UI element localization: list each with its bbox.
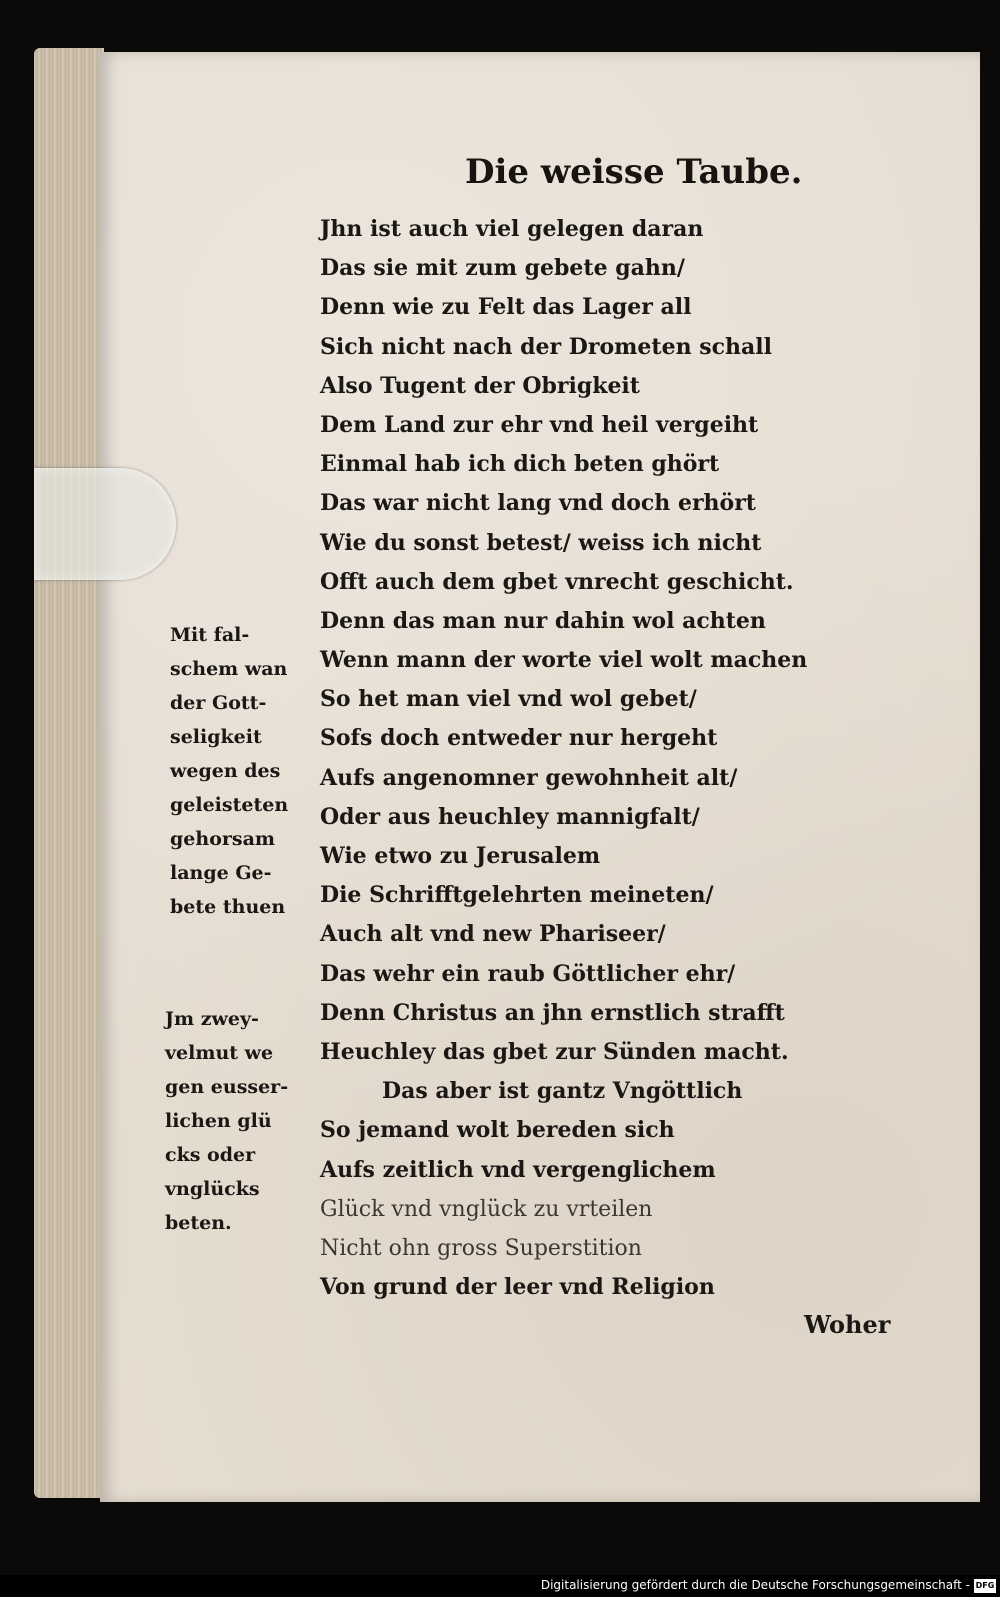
verse-line: Jhn ist auch viel gelegen daran [320, 216, 704, 242]
verse-line: Denn das man nur dahin wol achten [320, 607, 766, 634]
verse-line: Von grund der leer vnd Religion [320, 1274, 715, 1301]
margin-note-line: schem wan [170, 658, 288, 680]
verse-line: Wenn mann der worte viel wolt machen [320, 647, 808, 674]
verse-line: Also Tugent der Obrigkeit [320, 372, 640, 399]
verse-line: Dem Land zur ehr vnd heil vergeiht [320, 411, 759, 438]
verse-line: Heuchley das gbet zur Sünden macht. [320, 1038, 789, 1065]
margin-note-line: geleisteten [170, 794, 289, 816]
verse-line: Oder aus heuchley mannigfalt/ [320, 803, 700, 830]
verse-line: Das aber ist gantz Vngöttlich [382, 1078, 743, 1105]
verse-line: Sofs doch entweder nur hergeht [320, 725, 718, 752]
verse-line: Wie du sonst betest/ weiss ich nicht [320, 529, 762, 556]
margin-note-line: bete thuen [170, 896, 286, 918]
margin-note-line: gen eusser- [165, 1076, 289, 1098]
verse-line: Auch alt vnd new Phariseer/ [320, 921, 666, 948]
verse-line: Das war nicht lang vnd doch erhört [320, 490, 756, 517]
margin-note-1 [170, 618, 288, 924]
margin-note-line: cks oder [165, 1144, 256, 1166]
margin-note-line: wegen des [170, 760, 281, 782]
footer-bar [0, 1575, 1000, 1597]
digitization-credit: Digitalisierung gefördert durch die Deutsche Forschungsgemeinschaft - [540, 1578, 970, 1592]
margin-note-line: Mit fal- [170, 624, 250, 646]
margin-note-line: der Gott- [170, 692, 267, 714]
catchword: Woher [804, 1310, 891, 1339]
verse-line: Wie etwo zu Jerusalem [320, 843, 601, 869]
verse-line: Denn wie zu Felt das Lager all [320, 294, 692, 321]
verse-line: Aufs angenomner gewohnheit alt/ [320, 764, 738, 791]
dfg-logo-icon: DFG [974, 1579, 996, 1593]
verse-line: Sich nicht nach der Drometen schall [320, 333, 772, 360]
margin-note-line: lange Ge- [170, 862, 272, 884]
margin-note-line: lichen glü [165, 1110, 272, 1132]
verse-line: Denn Christus an jhn ernstlich strafft [320, 999, 785, 1026]
verse-line: So het man viel vnd wol gebet/ [320, 686, 697, 713]
verse-line: Offt auch dem gbet vnrecht geschicht. [320, 568, 794, 595]
margin-note-line: seligkeit [170, 726, 262, 748]
margin-note-2 [165, 1002, 288, 1240]
book-page-edges [34, 48, 104, 1498]
margin-note-line: gehorsam [170, 828, 275, 850]
book-clip [34, 468, 176, 580]
margin-note-line: Jm zwey- [165, 1008, 259, 1030]
verse-line: Das wehr ein raub Göttlicher ehr/ [320, 960, 736, 987]
verse-line: Nicht ohn gross Superstition [320, 1235, 642, 1261]
margin-note-line: beten. [165, 1212, 232, 1234]
verse-line: Aufs zeitlich vnd vergenglichem [320, 1156, 716, 1183]
verse-text [320, 210, 807, 1307]
verse-line: Das sie mit zum gebete gahn/ [320, 255, 685, 282]
verse-line: Glück vnd vnglück zu vrteilen [320, 1196, 653, 1222]
verse-line: Die Schrifftgelehrten meineten/ [320, 882, 714, 909]
verse-line: Einmal hab ich dich beten ghört [320, 451, 720, 478]
verse-line: So jemand wolt bereden sich [320, 1117, 675, 1144]
margin-note-line: velmut we [165, 1042, 274, 1064]
margin-note-line: vnglücks [165, 1178, 260, 1200]
page-title: Die weisse Taube. [465, 152, 803, 192]
